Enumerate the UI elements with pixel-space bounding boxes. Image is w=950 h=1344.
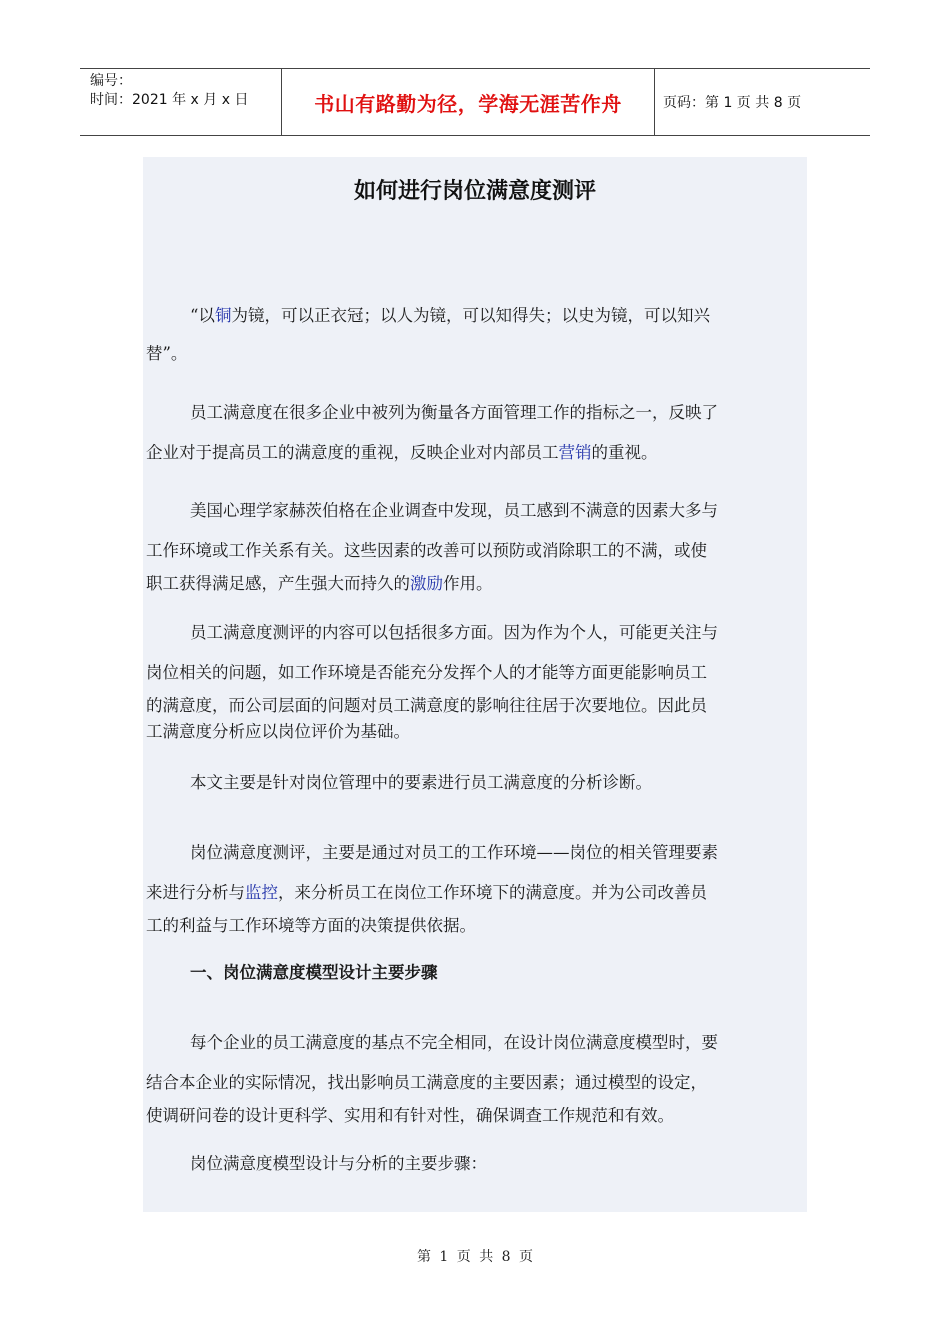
document-title: 如何进行岗位满意度测评 xyxy=(353,178,596,204)
paragraph-line: 岗位满意度模型设计与分析的主要步骤： xyxy=(190,1154,487,1173)
paragraph-purpose xyxy=(146,763,804,803)
quote-text: 替”。 xyxy=(146,344,188,363)
document-time-label: 时间：2021 年 x 月 x 日 xyxy=(90,92,249,108)
header-page-info: 页码：第 1 页 共 8 页 xyxy=(663,95,802,111)
paragraph-definition xyxy=(146,833,804,939)
paragraph-line: ，来分析员工在岗位工作环境下的满意度。并为公司改善员 xyxy=(278,883,707,902)
paragraph-line: 员工满意度在很多企业中被列为衡量各方面管理工作的指标之一，反映了 xyxy=(190,403,718,422)
page-footer: 第 1 页 共 8 页 xyxy=(416,1249,534,1265)
paragraph-line: 本文主要是针对岗位管理中的要素进行员工满意度的分析诊断。 xyxy=(190,773,652,792)
paragraph-line: 岗位满意度测评，主要是通过对员工的工作环境——岗位的相关管理要素 xyxy=(190,843,718,862)
paragraph-line: 使调研问卷的设计更科学、实用和有针对性，确保调查工作规范和有效。 xyxy=(146,1106,674,1125)
link-marketing[interactable]: 营销 xyxy=(558,443,592,462)
paragraph-line: 美国心理学家赫茨伯格在企业调查中发现，员工感到不满意的因素大多与 xyxy=(190,501,718,520)
content-panel xyxy=(143,157,807,1212)
paragraph-line: 岗位相关的问题，如工作环境是否能充分发挥个人的才能等方面更能影响员工 xyxy=(146,663,707,682)
link-copper[interactable]: 铜 xyxy=(214,306,232,325)
quote-text: “以 xyxy=(190,306,215,325)
paragraph-scope xyxy=(146,613,804,745)
section-heading-text: 一、岗位满意度模型设计主要步骤 xyxy=(190,963,438,982)
paragraph-line: 作用。 xyxy=(443,574,493,593)
paragraph-model xyxy=(146,1023,804,1129)
paragraph-steps xyxy=(146,1144,804,1184)
paragraph-line: 工作环境或工作关系有关。这些因素的改善可以预防或消除职工的不满，或使 xyxy=(146,541,707,560)
paragraph-line: 的重视。 xyxy=(591,443,658,462)
link-incentive[interactable]: 激励 xyxy=(410,574,443,593)
link-monitoring[interactable]: 监控 xyxy=(245,883,278,902)
paragraph-line: 结合本企业的实际情况，找出影响员工满意度的主要因素；通过模型的设定， xyxy=(146,1073,707,1092)
header-motto: 书山有路勤为径，学海无涯苦作舟 xyxy=(314,91,622,116)
section-heading xyxy=(146,953,804,993)
header-table xyxy=(80,68,870,136)
paragraph-line: 职工获得满足感，产生强大而持久的 xyxy=(146,574,410,593)
header-divider xyxy=(654,69,655,135)
paragraph-line: 企业对于提高员工的满意度的重视，反映企业对内部员工 xyxy=(146,443,559,462)
paragraph-line: 来进行分析与 xyxy=(146,883,245,902)
quote-text: 为镜，可以正衣冠；以人为镜，可以知得失；以史为镜，可以知兴 xyxy=(231,306,710,325)
paragraph-quote xyxy=(146,297,804,373)
paragraph-intro xyxy=(146,393,804,473)
paragraph-line: 员工满意度测评的内容可以包括很多方面。因为作为个人，可能更关注与 xyxy=(190,623,718,642)
paragraph-line: 工的利益与工作环境等方面的决策提供依据。 xyxy=(146,916,476,935)
paragraph-line: 每个企业的员工满意度的基点不完全相同，在设计岗位满意度模型时，要 xyxy=(190,1033,718,1052)
paragraph-line: 的满意度，而公司层面的问题对员工满意度的影响往往居于次要地位。因此员 xyxy=(146,696,707,715)
paragraph-herzberg xyxy=(146,491,804,597)
paragraph-line: 工满意度分析应以岗位评价为基础。 xyxy=(146,722,410,741)
document-number-label: 编号： xyxy=(90,73,132,89)
header-meta xyxy=(90,72,280,110)
